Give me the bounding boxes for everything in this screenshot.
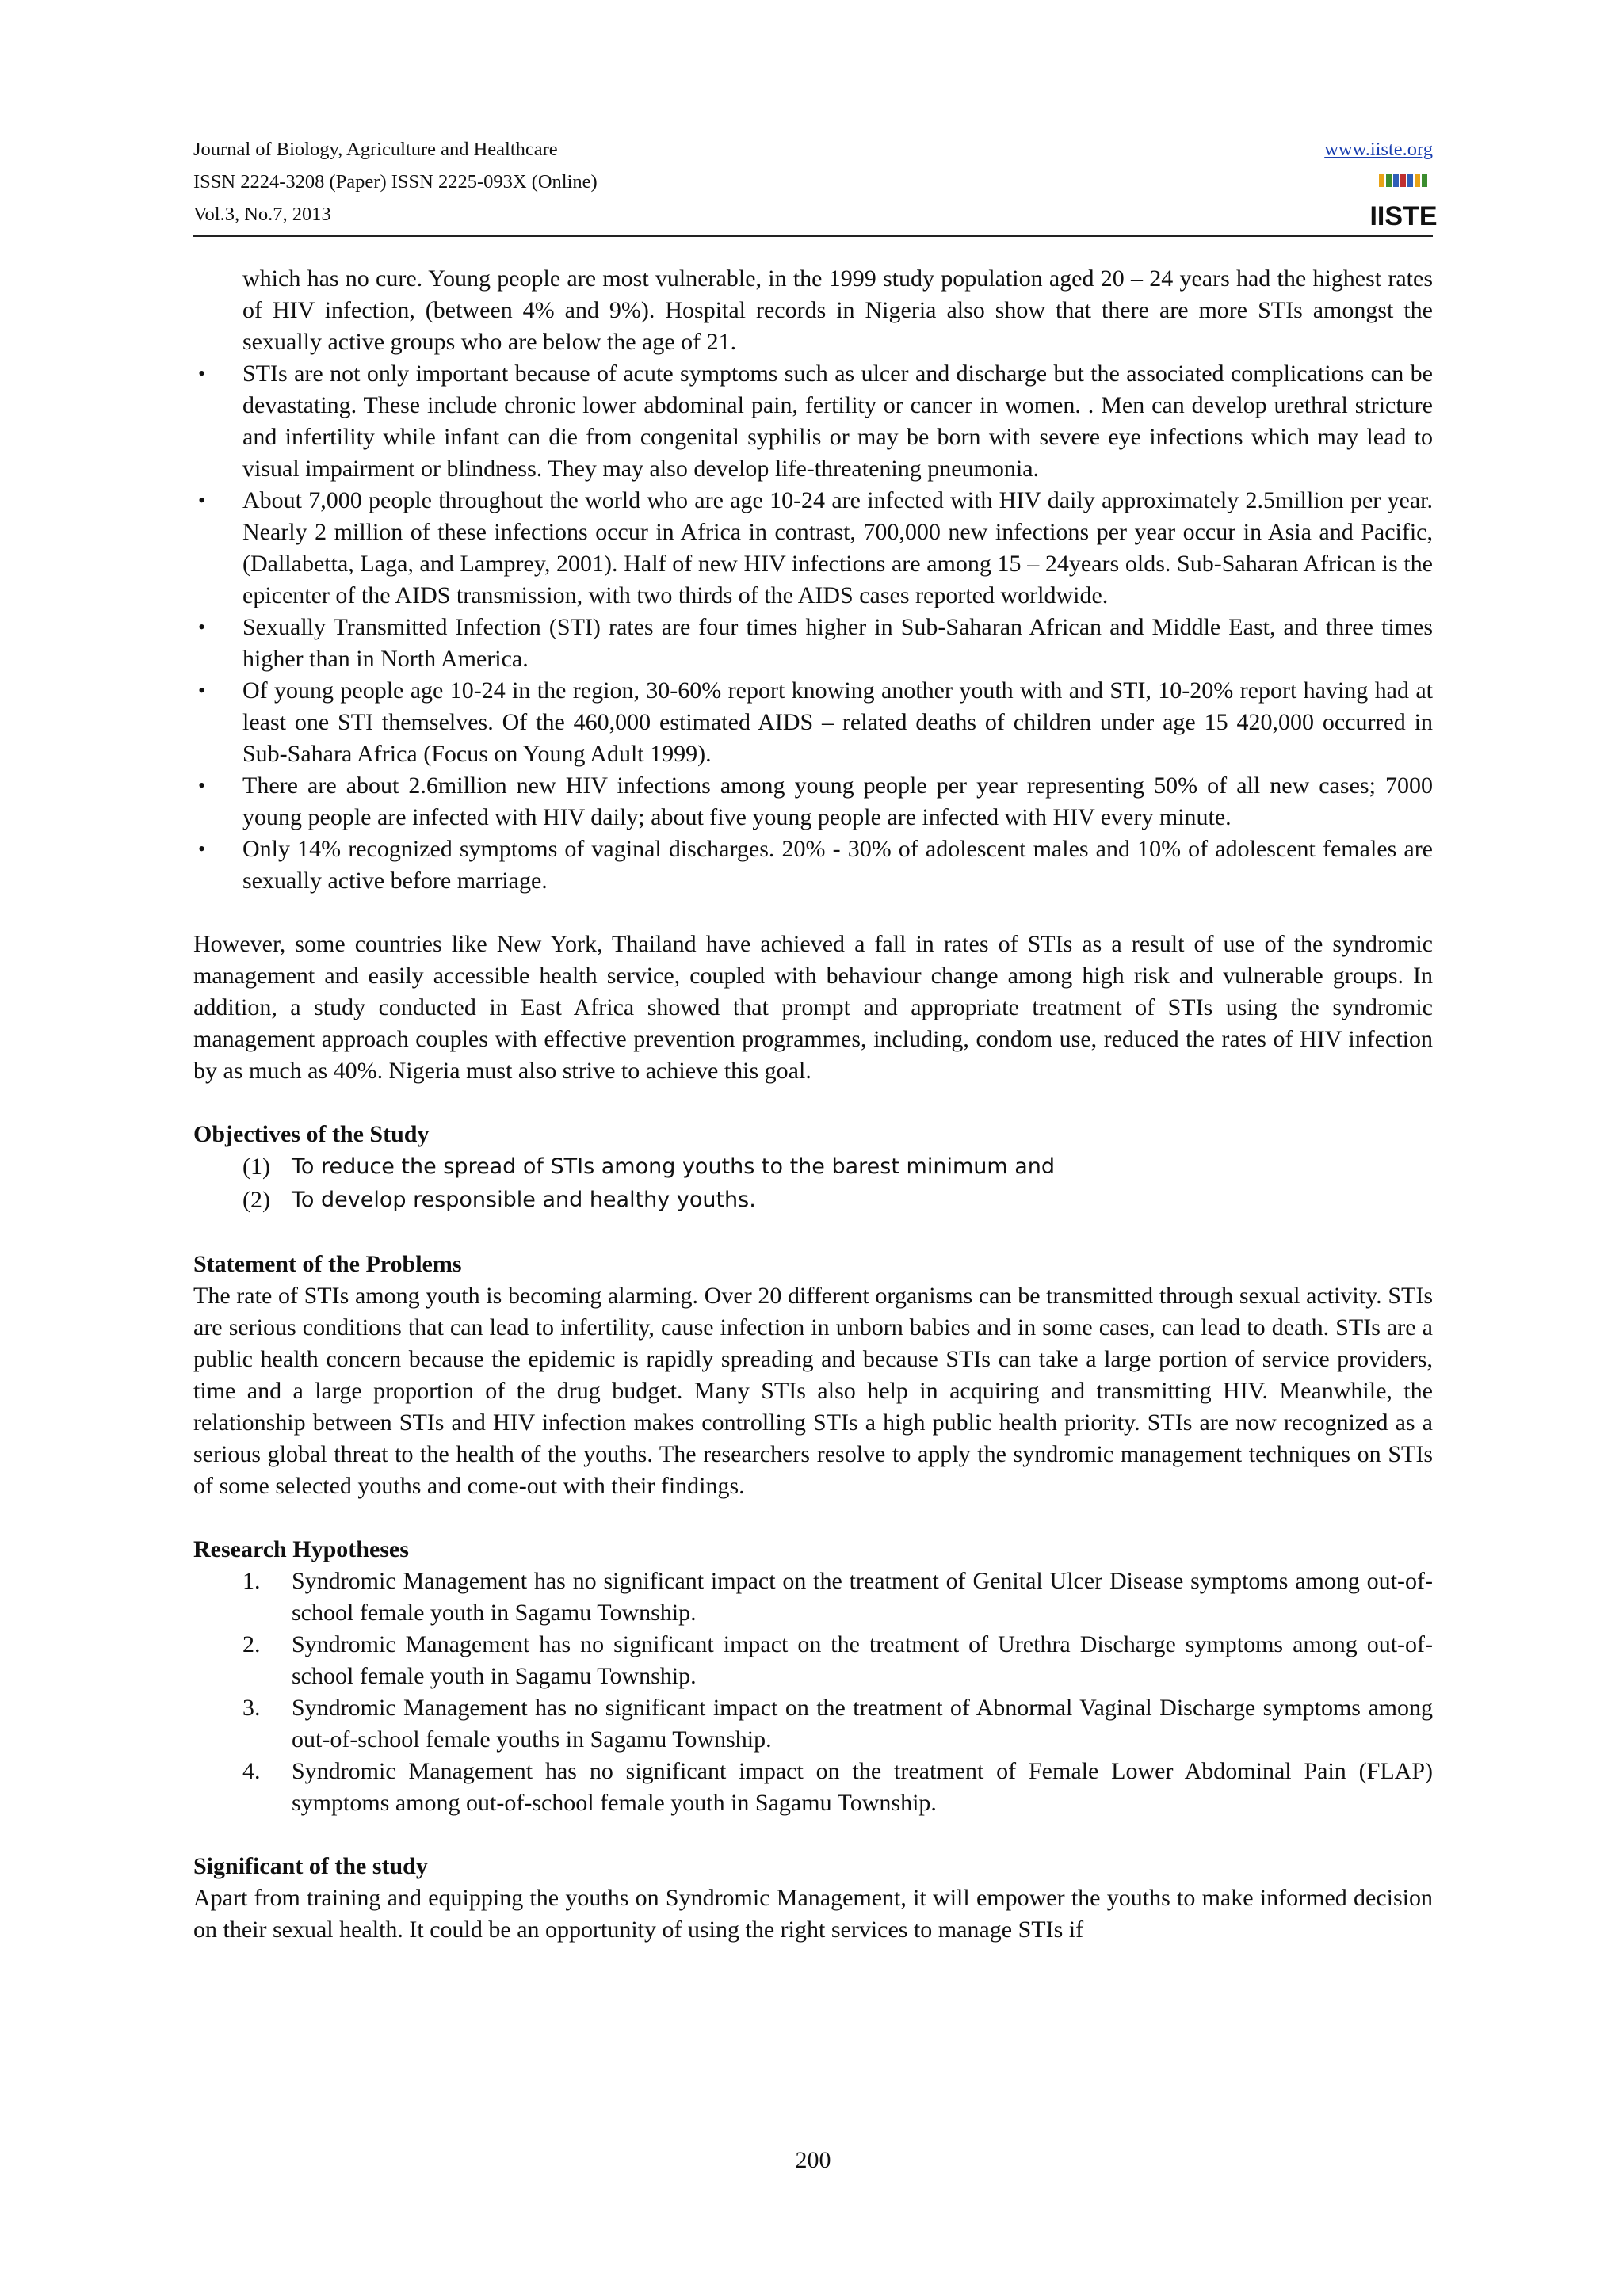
- list-item: • Of young people age 10-24 in the region, 30-60% report knowing another youth with and STI, 10-20% report having had at least one STI themselves. Of the 460,000 estimated AIDS – related deaths of children under age 15 420,000 occurred in Sub-Sahara Africa (Focus on Young Adult 1999).: [193, 675, 1433, 770]
- article-body: [193, 263, 1433, 1946]
- hypotheses-list: [193, 1566, 1433, 1819]
- bullet-icon: •: [198, 362, 206, 385]
- list-item: (1) To reduce the spread of STIs among youths to the barest minimum and: [242, 1154, 1056, 1180]
- page-number: 200: [795, 2147, 831, 2173]
- however-paragraph: However, some countries like New York, Thailand have achieved a fall in rates of STIs as a result of use of the syndromic management and easily accessible health service, coupled with behaviour change among high risk and vulnerable groups. In addition, a study conducted in East Africa showed that prompt and appropriate treatment of STIs using the syndromic management approach couples with effective prevention programmes, including, condom use, reduced the rates of HIV infection by as much as 40%. Nigeria must also strive to achieve this goal.: [193, 931, 1433, 1084]
- bullet-icon: •: [198, 774, 206, 797]
- list-item: 2. Syndromic Management has no significant impact on the treatment of Urethra Discharge symptoms among out-of-school female youth in Sagamu Township.: [242, 1631, 1433, 1689]
- bullet-icon: •: [198, 616, 206, 639]
- list-item: 3. Syndromic Management has no significant impact on the treatment of Abnormal Vaginal Discharge symptoms among out-of-school female youths in Sagamu Township.: [242, 1695, 1433, 1753]
- list-item: (2) To develop responsible and healthy youths.: [242, 1187, 756, 1213]
- journal-volume: Vol.3, No.7, 2013: [193, 204, 331, 225]
- hypotheses-heading: Research Hypotheses: [193, 1536, 409, 1562]
- significance-paragraph: Apart from training and equipping the youths on Syndromic Management, it will empower the youths to make informed decision on their sexual health. It could be an opportunity of using the right services to manage STIs if: [193, 1885, 1433, 1943]
- intro-continuation: which has no cure. Young people are most vulnerable, in the 1999 study population aged 20 – 24 years had the highest rates of HIV infection, (between 4% and 9%). Hospital records in Nigeria also show that there are more STIs amongst the sexually active groups who are below the age of 21.: [242, 265, 1433, 355]
- journal-issn: ISSN 2224-3208 (Paper) ISSN 2225-093X (Online): [193, 171, 598, 193]
- fact-bullet-list: [193, 358, 1433, 897]
- header-divider: [193, 235, 1433, 237]
- objectives-heading: Objectives of the Study: [193, 1121, 430, 1147]
- problems-heading: Statement of the Problems: [193, 1251, 462, 1277]
- iiste-logo-icon: [1369, 173, 1438, 231]
- significance-heading: Significant of the study: [193, 1853, 428, 1879]
- journal-header: [193, 133, 1438, 236]
- problems-paragraph: The rate of STIs among youth is becoming alarming. Over 20 different organisms can be transmitted through sexual activity. STIs are serious conditions that can lead to infertility, cause infection in unborn babies and in some cases, can lead to death. STIs are a public health concern because the epidemic is rapidly spreading and because STIs can take a large portion of service providers, time and a large proportion of the drug budget. Many STIs also help in acquiring and transmitting HIV. Meanwhile, the relationship between STIs and HIV infection makes controlling STIs a high public health priority. STIs are now recognized as a serious global threat to the health of the youths. The researchers resolve to apply the syndromic management techniques on STIs of some selected youths and come-out with their findings.: [193, 1283, 1433, 1499]
- journal-url-link[interactable]: www.iiste.org: [1324, 139, 1433, 160]
- list-item: • Only 14% recognized symptoms of vaginal discharges. 20% - 30% of adolescent males and 10% of adolescent females are sexually active before marriage.: [193, 833, 1433, 897]
- journal-title: Journal of Biology, Agriculture and Healthcare: [193, 139, 558, 160]
- list-item: • There are about 2.6million new HIV infections among young people per year representing 50% of all new cases; 7000 young people are infected with HIV daily; about five young people are infected with HIV every minute.: [193, 770, 1433, 833]
- svg-text:IISTE: IISTE: [1369, 201, 1438, 231]
- list-item: • STIs are not only important because of acute symptoms such as ulcer and discharge but the associated complications can be devastating. These include chronic lower abdominal pain, fertility or cancer in women. . Men can develop urethral stricture and infertility while infant can die from congenital syphilis or may be born with severe eye infections which may lead to visual impairment or blindness. They may also develop life-threatening pneumonia.: [193, 358, 1433, 485]
- list-item: 4. Syndromic Management has no significant impact on the treatment of Female Lower Abdominal Pain (FLAP) symptoms among out-of-school female youth in Sagamu Township.: [242, 1758, 1433, 1816]
- list-item: • Sexually Transmitted Infection (STI) rates are four times higher in Sub-Saharan African and Middle East, and three times higher than in North America.: [193, 612, 1433, 675]
- bullet-icon: •: [198, 837, 206, 860]
- list-item: 1. Syndromic Management has no significant impact on the treatment of Genital Ulcer Disease symptoms among out-of-school female youth in Sagamu Township.: [242, 1568, 1433, 1626]
- list-item: • About 7,000 people throughout the world who are age 10-24 are infected with HIV daily approximately 2.5million per year. Nearly 2 million of these infections occur in Africa in contrast, 700,000 new infections per year occur in Asia and Pacific, (Dallabetta, Laga, and Lamprey, 2001). Half of new HIV infections are among 15 – 24years olds. Sub-Saharan African is the epicenter of the AIDS transmission, with two thirds of the AIDS cases reported worldwide.: [193, 485, 1433, 612]
- bullet-icon: •: [198, 489, 206, 512]
- objectives-list: [193, 1150, 1433, 1217]
- bullet-icon: •: [198, 679, 206, 702]
